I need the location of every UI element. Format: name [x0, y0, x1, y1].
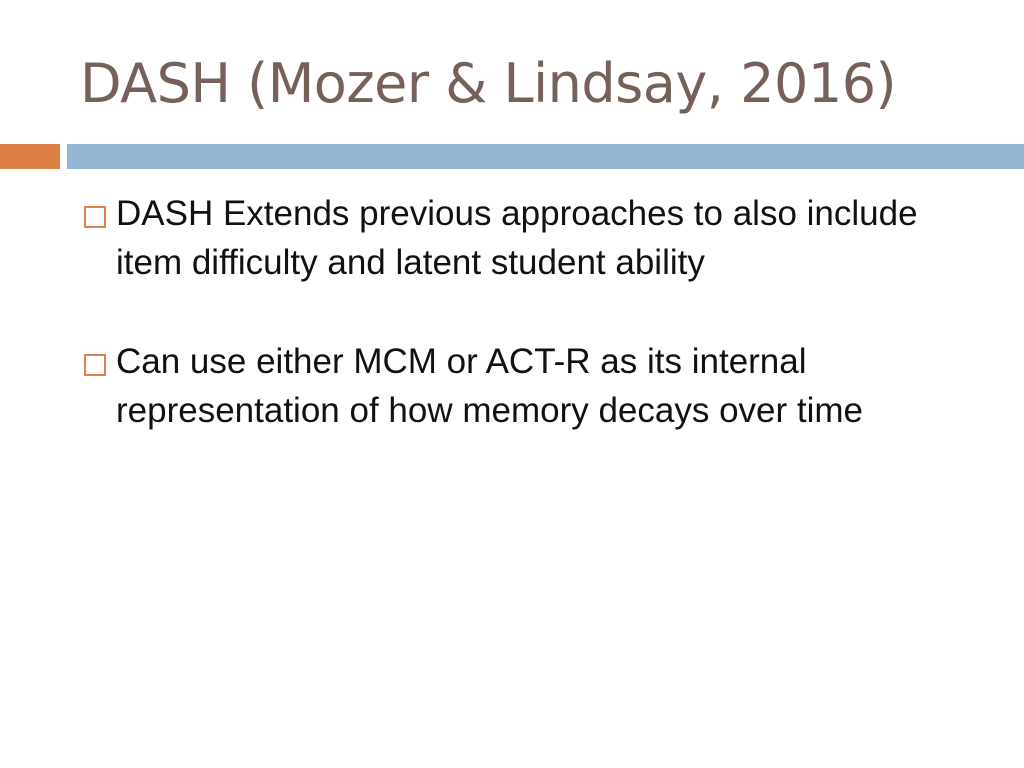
bullet-item-1 — [82, 189, 982, 287]
bullet-list — [82, 189, 982, 485]
accent-bar-orange — [0, 144, 60, 169]
bullet-text-2: Can use either MCM or ACT-R as its internal representation of how memory decays over time — [116, 342, 863, 430]
slide-title: DASH (Mozer & Lindsay, 2016) — [80, 52, 897, 115]
square-bullet-icon — [84, 206, 106, 228]
accent-bar-blue — [67, 144, 1024, 169]
bullet-item-2 — [82, 337, 982, 435]
square-bullet-icon — [84, 354, 106, 376]
bullet-text-1: DASH Extends previous approaches to also include item difficulty and latent student ability — [116, 194, 918, 282]
